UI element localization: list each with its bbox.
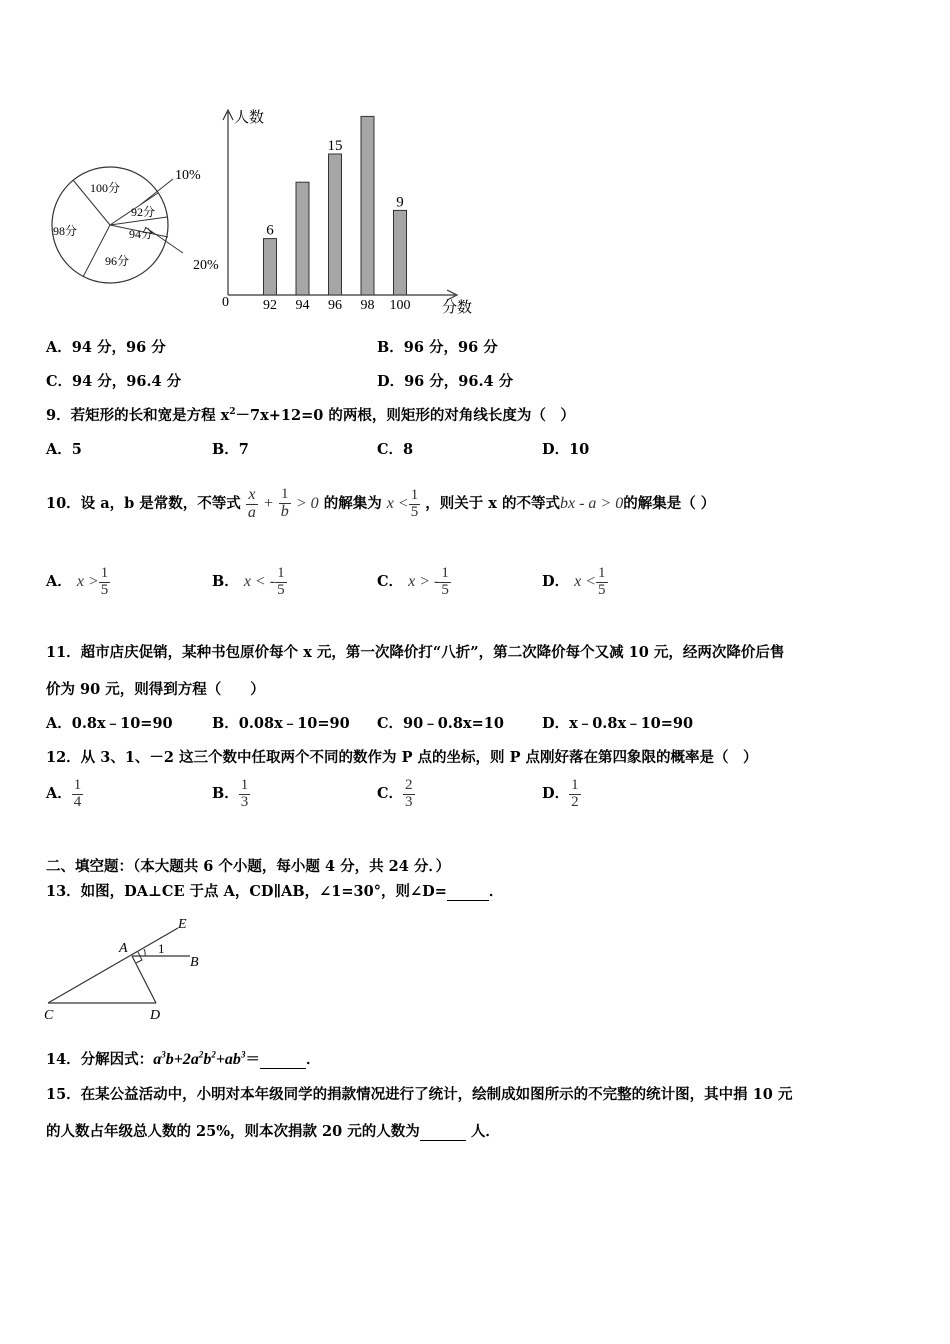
pie-slice-92: 92分 bbox=[131, 205, 156, 219]
pie-slice-96: 96分 bbox=[105, 254, 130, 268]
pie-pct-10: 10% bbox=[175, 168, 201, 183]
tick-label-100: 100 bbox=[389, 298, 411, 313]
q8-option-c[interactable]: C．94 分，96.4 分 bbox=[46, 373, 182, 390]
label-d: D bbox=[150, 1008, 161, 1023]
answer-blank[interactable] bbox=[260, 1051, 306, 1069]
q12-option-c[interactable]: C． $\frac{2}{3}$ bbox=[377, 776, 413, 810]
pie-divider bbox=[83, 225, 110, 277]
data-label-92: 6 bbox=[266, 222, 274, 239]
tick-label-96: 96 bbox=[328, 298, 342, 313]
label-e: E bbox=[178, 917, 187, 932]
q12-option-b[interactable]: B． $\frac{1}{3}$ bbox=[212, 776, 249, 810]
q9-option-b[interactable]: B．7 bbox=[212, 441, 249, 458]
q13-stem: 13．如图，DA⊥CE 于点 A，CD∥AB，∠1=30°，则∠D= ． bbox=[46, 883, 504, 900]
q11-option-d[interactable]: D．x﹣0.8x﹣10=90 bbox=[542, 715, 694, 732]
origin-label: 0 bbox=[222, 295, 229, 310]
label-b: B bbox=[190, 955, 199, 970]
q10-option-b[interactable]: B． x < - $\frac{1}{5}$ bbox=[212, 564, 285, 598]
q10-stem: 10．设 a，b 是常数，不等式 $\frac{x}{a}$ + $\frac{1}{b}$ > 0 的解集为 x < $\frac{1}{5}$ ，则关于 x 的不等式bx - a > 0的解集是（ ） bbox=[46, 485, 716, 521]
q11-option-a[interactable]: A．0.8x﹣10=90 bbox=[46, 715, 173, 732]
x-axis-label: 分数 bbox=[442, 300, 473, 316]
q11-stem-line1: 11．超市店庆促销，某种书包原价每个 x 元，第一次降价打“八折”，第二次降价每个又减 10 元，经两次降价后售 bbox=[46, 644, 785, 661]
section-heading: 二、填空题：（本大题共 6 个小题，每小题 4 分，共 24 分．） bbox=[46, 858, 451, 875]
label-a: A bbox=[119, 941, 128, 956]
bar-98 bbox=[361, 116, 374, 295]
label-1: 1 bbox=[158, 941, 165, 956]
line-ce bbox=[48, 928, 178, 1003]
q9-option-d[interactable]: D．10 bbox=[542, 441, 590, 458]
q9-stem: 9．若矩形的长和宽是方程 $x^2-7x+12=0$ 的两根，则矩形的对角线长度为（ ） bbox=[46, 407, 575, 424]
pie-slice-94: 94分 bbox=[129, 227, 154, 241]
q15-stem-line2: 的人数占年级总人数的 25%，则本次捐款 20 元的人数为 人． bbox=[46, 1123, 500, 1140]
q14-stem: 14．分解因式：$a^3b+2a^2b^2+ab^3=$ ． bbox=[46, 1049, 321, 1068]
bar-92 bbox=[264, 239, 277, 295]
angle-1-arc bbox=[144, 949, 145, 956]
tick-label-92: 92 bbox=[263, 298, 277, 313]
bars-group bbox=[263, 116, 411, 313]
q10-option-c[interactable]: C． x > - $\frac{1}{5}$ bbox=[377, 564, 449, 598]
fraction-1-over-b: $\frac{1}{b}$ bbox=[280, 486, 289, 520]
tick-label-94: 94 bbox=[295, 298, 310, 313]
tick-label-98: 98 bbox=[360, 298, 375, 313]
q12-stem: 12．从 3、1、－2 这三个数中任取两个不同的数作为 P 点的坐标，则 P 点刚好落在第四象限的概率是（ ） bbox=[46, 749, 758, 766]
q8-option-a[interactable]: A．94 分，96 分 bbox=[46, 339, 166, 356]
q11-option-c[interactable]: C．90﹣0.8x=10 bbox=[377, 715, 504, 732]
geometry-figure bbox=[40, 915, 220, 1025]
q11-option-b[interactable]: B．0.08x﹣10=90 bbox=[212, 715, 350, 732]
pie-slice-100: 100分 bbox=[90, 181, 121, 195]
data-label-96: 15 bbox=[327, 138, 343, 154]
y-axis-label: 人数 bbox=[234, 110, 265, 126]
q12-option-a[interactable]: A． $\frac{1}{4}$ bbox=[46, 776, 82, 810]
pie-arrow bbox=[140, 179, 173, 205]
pie-pct-20: 20% bbox=[193, 258, 219, 273]
answer-blank[interactable] bbox=[447, 883, 489, 901]
bar-100 bbox=[394, 210, 407, 295]
q11-stem-line2: 价为 90 元，则得到方程（ ） bbox=[46, 681, 265, 698]
label-c: C bbox=[44, 1008, 54, 1023]
q9-option-c[interactable]: C．8 bbox=[377, 441, 414, 458]
q8-option-d[interactable]: D．96 分，96.4 分 bbox=[377, 373, 514, 390]
q9-option-a[interactable]: A．5 bbox=[46, 441, 82, 458]
q8-option-b[interactable]: B．96 分，96 分 bbox=[377, 339, 498, 356]
data-label-100: 9 bbox=[396, 194, 404, 211]
bar-chart bbox=[210, 100, 485, 320]
q15-stem-line1: 15．在某公益活动中，小明对本年级同学的捐款情况进行了统计，绘制成如图所示的不完整的统计图，其中捐 10 元 bbox=[46, 1086, 793, 1103]
q12-option-d[interactable]: D． $\frac{1}{2}$ bbox=[542, 776, 579, 810]
bar-94 bbox=[296, 182, 309, 295]
fraction-x-over-a: $\frac{x}{a}$ bbox=[247, 485, 256, 521]
fraction-1-over-5: $\frac{1}{5}$ bbox=[410, 486, 419, 520]
q10-option-a[interactable]: A． x > $\frac{1}{5}$ bbox=[46, 564, 109, 598]
answer-blank[interactable] bbox=[420, 1123, 466, 1141]
pie-slice-98: 98分 bbox=[53, 224, 78, 238]
line-ad bbox=[132, 956, 156, 1003]
q10-option-d[interactable]: D． x < $\frac{1}{5}$ bbox=[542, 564, 606, 598]
right-angle-mark bbox=[136, 952, 142, 963]
bar-96 bbox=[329, 154, 342, 295]
